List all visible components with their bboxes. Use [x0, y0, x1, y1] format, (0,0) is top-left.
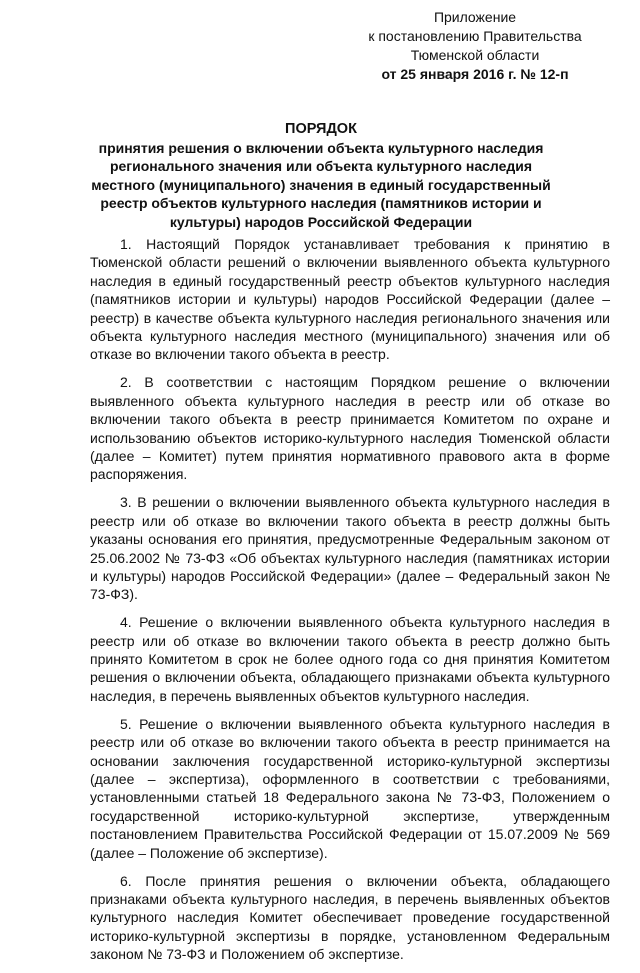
- document-body: [90, 235, 610, 973]
- title-main: ПОРЯДОК: [285, 121, 357, 137]
- resolution-reference: к постановлению Правительства: [368, 28, 582, 44]
- paragraph-4: 4. Решение о включении выявленного объекта культурного наследия в реестр или об отказе во включении такого объекта в реестр должно быть принято Комитетом в срок не более одного года со дня принятия Комитетом решения о включении объекта, обладающего признаками объекта культурного наследия, в перечень выявленных объектов культурного наследия.: [90, 614, 610, 704]
- document-title: [88, 120, 554, 232]
- appendix-header: [330, 8, 620, 84]
- appendix-label: Приложение: [433, 9, 517, 25]
- region-name: Тюменской области: [410, 47, 540, 63]
- resolution-date-number: от 25 января 2016 г. № 12-п: [381, 66, 569, 82]
- title-subtitle: принятия решения о включении объекта культурного наследия регионального значения или объекта культурного наследия местного (муниципального) значения в единый государственный реестр объектов культурного наследия (памятников истории и культуры) народов Российской Федерации: [91, 139, 551, 230]
- paragraph-6: 6. После принятия решения о включении объекта, обладающего признаками объекта культурного наследия, в перечень выявленных объектов культурного наследия Комитет обеспечивает проведение государственной историко-культурной экспертизы в порядке, установленном Федеральным законом № 73-ФЗ и Положением об экспертизе.: [90, 872, 610, 963]
- paragraph-2: 2. В соответствии с настоящим Порядком решение о включении выявленного объекта культурного наследия в реестр или об отказе во включении такого объекта в реестр принимается Комитетом по охране и использованию объектов историко-культурного наследия Тюменской области (далее – Комитет) путем принятия нормативного правового акта в форме распоряжения.: [90, 374, 610, 483]
- paragraph-3: 3. В решении о включении выявленного объекта культурного наследия в реестр или об отказе во включении такого объекта в реестр должны быть указаны основания его принятия, предусмотренные Федеральным законом от 25.06.2002 № 73-ФЗ «Об объектах культурного наследия (памятниках истории и культуры) народов Российской Федерации» (далее – Федеральный закон № 73-ФЗ).: [90, 494, 610, 603]
- paragraph-1: 1. Настоящий Порядок устанавливает требования к принятию в Тюменской области решений о включении выявленного объекта культурного наследия в единый государственный реестр объектов культурного наследия (памятников истории и культуры) народов Российской Федерации (далее – реестр) в качестве объекта культурного наследия регионального значения или объекта культурного наследия местного (муниципального) значения или об отказе во включении такого объекта в реестр.: [90, 236, 610, 363]
- paragraph-5: 5. Решение о включении выявленного объекта культурного наследия в реестр или об отказе во включении такого объекта в реестр принимается на основании заключения государственной историко-культурной экспертизы (далее – экспертиза), оформленного в соответствии с требованиями, установленными статьей 18 Федерального закона № 73-ФЗ, Положением о государственной историко-культурной экспертизе, утвержденным постановлением Правительства Российской Федерации от 15.07.2009 № 569 (далее – Положение об экспертизе).: [90, 715, 610, 861]
